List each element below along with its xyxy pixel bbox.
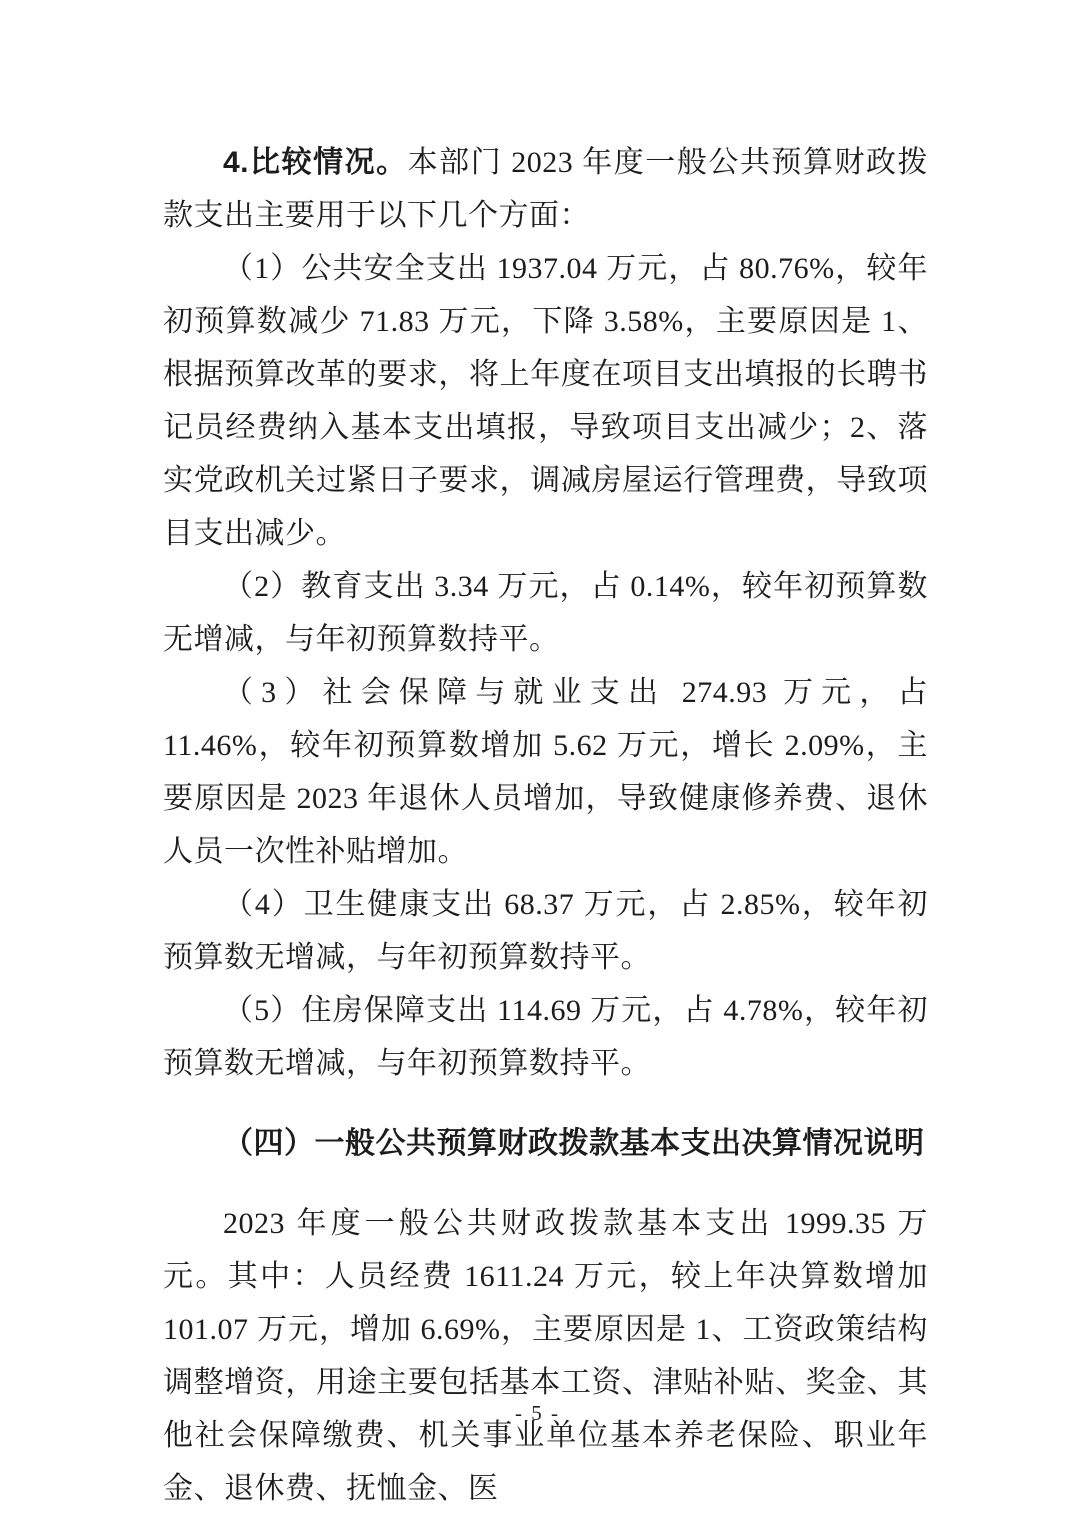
paragraph-item-health: （4）卫生健康支出 68.37 万元，占 2.85%，较年初预算数无增减，与年初预算数持平。 (163, 888, 928, 974)
paragraph-basic-expenditure: 2023 年度一般公共财政拨款基本支出 1999.35 万元。其中：人员经费 1611.24 万元，较上年决算数增加 101.07 万元，增加 6.69%，主要原因是 1、工资政策结构调整增资，用途主要包括基本工资、津贴补贴、奖金、其他社会保障缴费、机关事业单位基本养老保险、职业年金、退休费、抚恤金、医 (163, 1207, 928, 1505)
paragraph-item-housing: （5）住房保障支出 114.69 万元，占 4.78%，较年初预算数无增减，与年初预算数持平。 (163, 994, 928, 1080)
compare-intro-bold-lead: 4.比较情况。 (223, 146, 408, 179)
paragraph-compare-intro (163, 136, 928, 242)
section-heading-basic-expenditure: （四）一般公共预算财政拨款基本支出决算情况说明 (223, 1127, 925, 1160)
compare-intro-text: 本部门 2023 年度一般公共预算财政拨款支出主要用于以下几个方面： (163, 146, 928, 232)
paragraph-item-education: （2）教育支出 3.34 万元，占 0.14%，较年初预算数无增减，与年初预算数持平。 (163, 570, 928, 656)
page-number: - 5 - (515, 1401, 560, 1425)
paragraph-item-public-safety: （1）公共安全支出 1937.04 万元，占 80.76%，较年初预算数减少 71.83 万元，下降 3.58%，主要原因是 1、根据预算改革的要求，将上年度在项目支出填报的长聘书记员经费纳入基本支出填报，导致项目支出减少；2、落实党政机关过紧日子要求，调减房屋运行管理费，导致项目支出减少。 (163, 252, 928, 550)
paragraph-item-social-security: （3）社会保障与就业支出 274.93 万元，占 11.46%，较年初预算数增加 5.62 万元，增长 2.09%，主要原因是 2023 年退休人员增加，导致健康修养费、退休人员一次性补贴增加。 (163, 676, 928, 868)
page-footer (0, 1400, 1075, 1426)
document-body (163, 136, 928, 1515)
